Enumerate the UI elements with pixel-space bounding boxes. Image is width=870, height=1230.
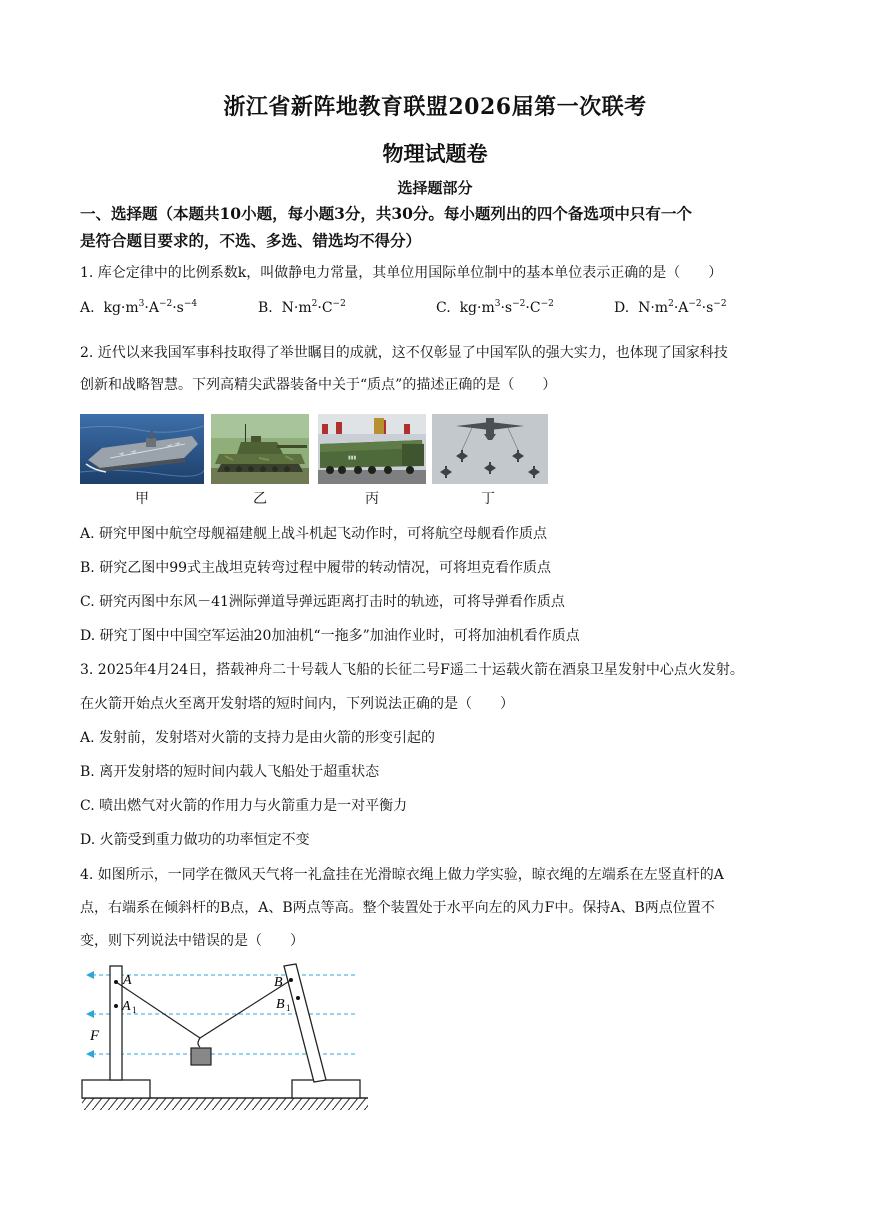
q2-option-a: A. 研究甲图中航空母舰福建舰上战斗机起飞动作时，可将航空母舰看作质点 bbox=[80, 526, 548, 542]
q1-option-b: B. $N\cdot m^2\cdot C^{-2}$ bbox=[258, 299, 346, 316]
wind-arrow-icon bbox=[86, 971, 94, 979]
section-heading-line2: 是符合题目要求的，不选、多选、错选均不得分） bbox=[80, 231, 422, 250]
caption-yi: 乙 bbox=[253, 491, 267, 507]
q1-option-c: C. $kg\cdot m^3\cdot s^{-2}\cdot C^{-2}$ bbox=[436, 299, 554, 316]
caption-ding: 丁 bbox=[481, 491, 495, 507]
label-A1: A bbox=[122, 999, 131, 1014]
q3-option-a: A. 发射前，发射塔对火箭的支持力是由火箭的形变引起的 bbox=[80, 730, 436, 746]
exam-subject: 物理试题卷 bbox=[382, 141, 488, 166]
section-heading-line1: 一、选择题（本题共10小题，每小题3分，共30分。每小题列出的四个备选项中只有一个 bbox=[80, 204, 692, 223]
label-A1-sub: 1 bbox=[132, 1005, 137, 1015]
q2-option-d: D. 研究丁图中中国空军运油20加油机“一拖多”加油作业时，可将加油机看作质点 bbox=[80, 628, 580, 644]
q2-stem-line1: 2. 近代以来我国军事科技取得了举世瞩目的成就，这不仅彰显了中国军队的强大实力，也体现了国家科技 bbox=[80, 345, 728, 361]
exam-title: 浙江省新阵地教育联盟2026届第一次联考 bbox=[223, 94, 647, 120]
label-B1: B bbox=[276, 997, 285, 1012]
photo-missile-vehicle bbox=[318, 414, 426, 484]
q1-stem: 1. 库仑定律中的比例系数k，叫做静电力常量，其单位用国际单位制中的基本单位表示正确的是（ ） bbox=[80, 265, 723, 281]
q4-diagram bbox=[78, 958, 378, 1116]
q2-option-c: C. 研究丙图中东风－41洲际弹道导弹远距离打击时的轨迹，可将导弹看作质点 bbox=[80, 594, 565, 610]
wind-arrow-icon bbox=[86, 1050, 94, 1058]
q1-option-a: A. $kg\cdot m^3\cdot A^{-2}\cdot s^{-4}$ bbox=[80, 299, 198, 316]
q2-stem-line2: 创新和战略智慧。下列高精尖武器装备中关于“质点”的描述正确的是（ ） bbox=[80, 377, 557, 393]
label-B1-sub: 1 bbox=[286, 1003, 291, 1013]
q4-stem-line1: 4. 如图所示，一同学在微风天气将一礼盒挂在光滑晾衣绳上做力学实验，晾衣绳的左端系在左竖直杆的A bbox=[80, 867, 724, 883]
part-title: 选择题部分 bbox=[397, 179, 473, 197]
q3-option-d: D. 火箭受到重力做功的功率恒定不变 bbox=[80, 832, 310, 848]
gift-box bbox=[191, 1048, 211, 1065]
q3-stem-line2: 在火箭开始点火至离开发射塔的短时间内，下列说法正确的是（ ） bbox=[80, 696, 514, 712]
q2-option-b: B. 研究乙图中99式主战坦克转弯过程中履带的转动情况，可将坦克看作质点 bbox=[80, 560, 552, 576]
caption-jia: 甲 bbox=[135, 491, 149, 507]
q3-stem-line1: 3. 2025年4月24日，搭载神舟二十号载人飞船的长征二号F遥二十运载火箭在酒泉卫星发射中心点火发射。 bbox=[80, 662, 744, 678]
label-B: B bbox=[274, 975, 283, 990]
q3-option-b: B. 离开发射塔的短时间内载人飞船处于超重状态 bbox=[80, 764, 380, 780]
label-F: F bbox=[90, 1028, 100, 1044]
svg-text:▮▮▮: ▮▮▮ bbox=[348, 455, 357, 461]
photo-tank bbox=[211, 414, 309, 484]
wind-arrow-icon bbox=[86, 1010, 94, 1018]
q4-stem-line2: 点，右端系在倾斜杆的B点，A、B两点等高。整个装置处于水平向左的风力F中。保持A、B两点位置不 bbox=[80, 900, 715, 916]
q4-stem-line3: 变，则下列说法中错误的是（ ） bbox=[80, 933, 304, 949]
photo-aircraft-carrier bbox=[80, 414, 204, 484]
photo-tanker-aircraft bbox=[432, 414, 548, 484]
q1-option-d: D. $N\cdot m^2\cdot A^{-2}\cdot s^{-2}$ bbox=[614, 299, 727, 316]
label-A: A bbox=[123, 973, 132, 988]
caption-bing: 丙 bbox=[365, 491, 379, 507]
q3-option-c: C. 喷出燃气对火箭的作用力与火箭重力是一对平衡力 bbox=[80, 798, 408, 814]
